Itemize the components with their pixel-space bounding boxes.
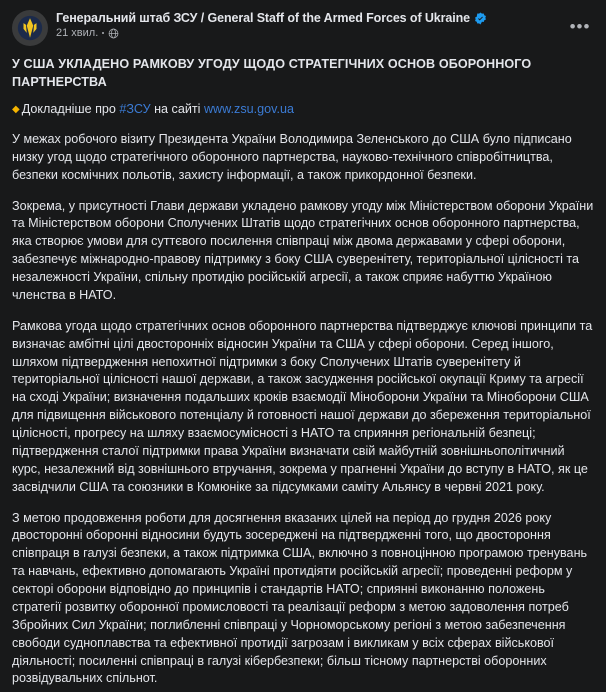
globe-icon — [108, 28, 119, 39]
post-header-text — [56, 10, 558, 39]
post-paragraph: Зокрема, у присутності Глави держави укладено рамкову угоду між Міністерством оборони України та Міністерством оборони Сполучених Штатів щодо стратегічних основ оборонного партнерства, яка створює умови для суттєвого посилення співпраці між двома державами у сфері оборони, забезпечує міжнародно-правову підтримку з боку США суверенітету, територіальної цілісності та незалежності України, спільну протидію російській агресії, а також сприяє набуттю Україною членства в НАТО. — [12, 198, 594, 302]
meta-separator-dot — [102, 32, 104, 34]
post-meta — [56, 27, 558, 39]
post-link-line — [12, 101, 594, 119]
avatar[interactable] — [12, 10, 48, 46]
post-paragraph: Рамкова угода щодо стратегічних основ оборонного партнерства підтверджує ключові принципи та визначає амбітні цілі двосторонніх відносин України та США у сфері оборони. Серед іншого, шляхом підтвердження непохитної підтримки з боку Сполучених Штатів суверенітету й територіальної цілісності нашої держави, а також засудження російської окупації Криму та агресії на сході України; визначення подальших кроків взаємодії Міноборони України та Міноборони США для підвищення військового потенціалу й готовності нашої держави до збереження територіальної цілісності, прогресу на шляху взаємосумісності з НАТО та сприяння регіональній безпеці; підтвердження сталої підтримки права України визначати свій майбутній зовнішньополітичний курс, незалежний від зовнішнього втручання, зокрема у прагненні України до вступу в НАТО, як це засвідчили США та союзники в Комюніке за підсумками саміту Альянсу в червні 2021 року. — [12, 318, 593, 494]
hashtag-link[interactable]: #ЗСУ — [119, 102, 151, 117]
post-paragraph: У межах робочого візиту Президента України Володимира Зеленського до США було підписано низку угод щодо стратегічного оборонного партнерства, науково-технічного співробітництва, безпеки космічних польотів, захисту інформації, а також прикордонної безпеки. — [12, 131, 572, 182]
post-timestamp[interactable]: 21 хвил. — [56, 27, 99, 39]
post-paragraph: З метою продовження роботи для досягнення вказаних цілей на період до грудня 2026 року двосторонні оборонні відносини будуть зосереджені на підтвердженні того, що двостороння співпраця в галузі безпеки, а також підтримка США, включно з повноцінною програмою тренувань та навчань, ефективно допомагають Україні протидіяти російській агресії; проведенні реформ у секторі оборони відповідно до принципів і стандартів НАТО; сприянні виконанню положень стратегії розвитку оборонної промисловості та реалізації реформ з метою задоволення потреб Збройних Сил України; поглибленні співпраці у Чорноморському регіоні з метою забезпечення свободи судноплавства та ефективної протидії загрозам і викликам у всіх сферах військової діяльності; посиленні співпраці в галузі кібербезпеки; більш тісному партнерстві оборонних розвідувальних спільнот. — [12, 510, 588, 686]
page-name-row — [56, 11, 558, 25]
post-headline: У США УКЛАДЕНО РАМКОВУ УГОДУ ЩОДО СТРАТЕГІЧНИХ ОСНОВ ОБОРОННОГО ПАРТНЕРСТВА — [12, 57, 532, 89]
link-line-prefix: Докладніше про — [21, 102, 120, 117]
post-more-options-button[interactable]: ••• — [569, 16, 591, 36]
general-staff-crest-avatar-icon — [17, 15, 43, 41]
link-line-middle: на сайті — [150, 102, 204, 117]
page-name[interactable]: Генеральний штаб ЗСУ / General Staff of the Armed Forces of Ukraine — [56, 11, 471, 25]
diamond-bullet-icon: ◆ — [12, 104, 20, 116]
post-header — [12, 10, 594, 52]
website-link[interactable]: www.zsu.gov.ua — [203, 102, 294, 117]
verified-badge-icon — [474, 12, 487, 25]
post-body — [12, 56, 594, 692]
